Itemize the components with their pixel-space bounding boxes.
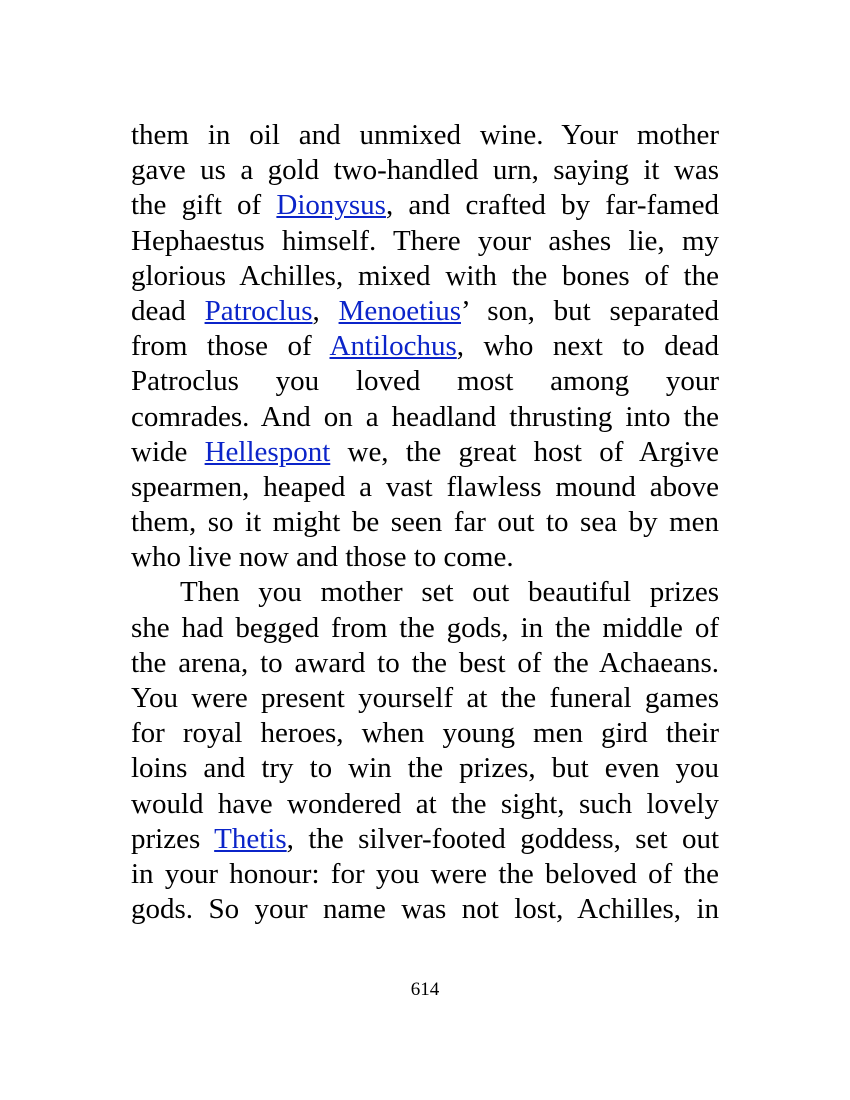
text-line: You were present yourself at the funeral games <box>131 682 719 714</box>
text-line: from those of Antilochus, who next to dead <box>131 330 719 363</box>
text-line: Patroclus you loved most among your <box>131 365 719 398</box>
link-dionysus[interactable]: Dionysus <box>276 189 386 222</box>
body-text <box>131 118 719 927</box>
text-line: gave us a gold two-handled urn, saying it was <box>131 154 719 187</box>
link-patroclus[interactable]: Patroclus <box>204 294 313 327</box>
text-line: would have wondered at the sight, such lovely <box>131 787 719 820</box>
text-line: them in oil and unmixed wine. Your mother <box>131 119 719 151</box>
link-thetis[interactable]: Thetis <box>214 822 287 855</box>
paragraph <box>131 118 719 575</box>
text-line: loins and try to win the prizes, but even you <box>131 752 719 785</box>
link-hellespont[interactable]: Hellespont <box>204 435 331 468</box>
text-line: she had begged from the gods, in the middle of <box>131 611 719 644</box>
text-line: in your honour: for you were the beloved of the <box>131 857 719 890</box>
text-line: prizes Thetis, the silver-footed goddess, set out <box>131 822 719 855</box>
page-body <box>131 118 719 927</box>
text-line: comrades. And on a headland thrusting into the <box>131 400 719 433</box>
text-line: for royal heroes, when young men gird their <box>131 717 719 750</box>
text-line: who live now and those to come. <box>131 541 514 574</box>
text-line: wide Hellespont we, the great host of Argive <box>131 435 720 468</box>
text-line: the arena, to award to the best of the Achaeans. <box>131 646 719 679</box>
link-menoetius[interactable]: Menoetius <box>338 294 461 327</box>
text-line: Hephaestus himself. There your ashes lie, my <box>131 224 719 257</box>
text-line: dead Patroclus, Menoetius’ son, but separated <box>131 294 720 327</box>
text-line: spearmen, heaped a vast flawless mound above <box>131 470 719 503</box>
text-line: glorious Achilles, mixed with the bones of the <box>131 259 719 292</box>
text-line: gods. So your name was not lost, Achilles, in <box>131 893 719 926</box>
text-line: the gift of Dionysus, and crafted by far-famed <box>131 189 720 222</box>
text-line: them, so it might be seen far out to sea by men <box>131 506 719 539</box>
paragraph <box>131 575 719 927</box>
page-number: 614 <box>410 979 440 1000</box>
link-antilochus[interactable]: Antilochus <box>329 330 457 363</box>
text-line: Then you mother set out beautiful prizes <box>180 576 719 609</box>
